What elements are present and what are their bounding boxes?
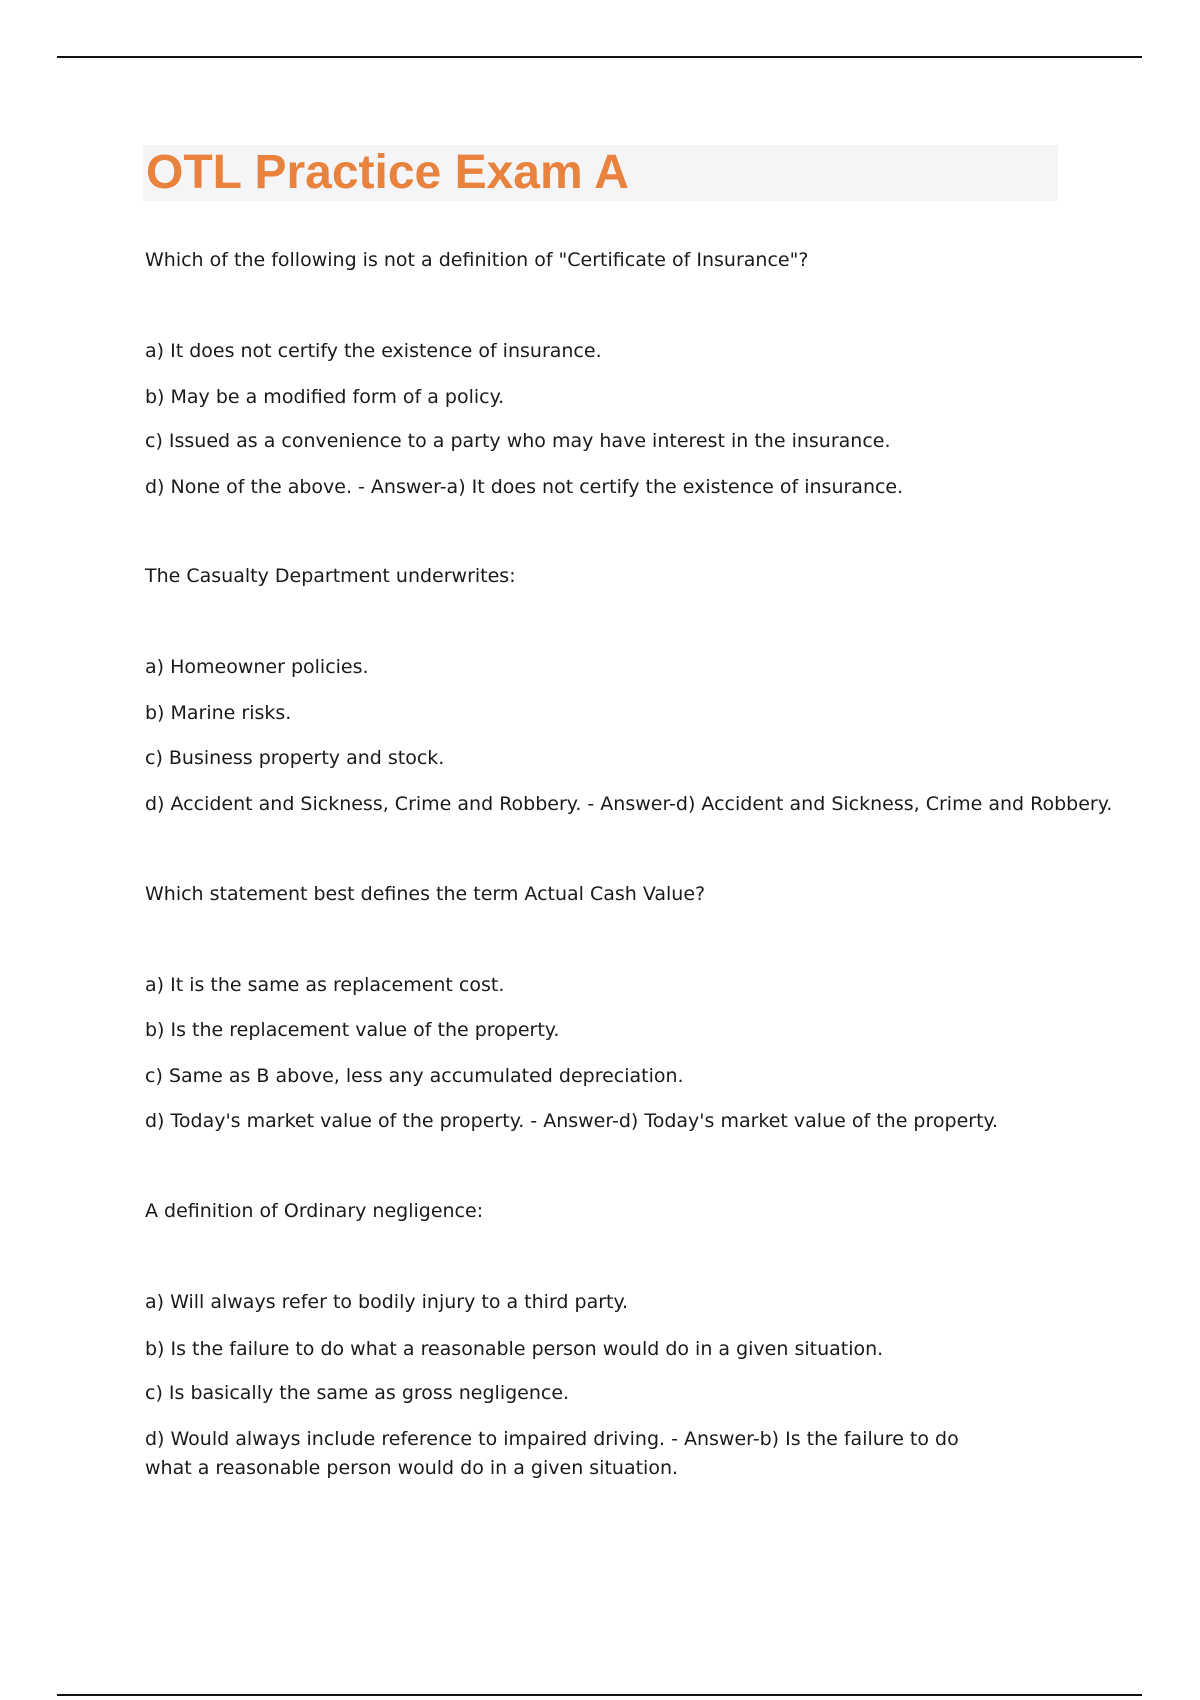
question-4-option-c: c) Is basically the same as gross negligence. [145, 1382, 570, 1404]
question-1-text: Which of the following is not a definition of "Certificate of Insurance"? [145, 249, 809, 271]
question-3-option-b: b) Is the replacement value of the property. [145, 1019, 560, 1041]
bottom-rule [57, 1694, 1142, 1696]
question-4-text: A definition of Ordinary negligence: [145, 1200, 484, 1222]
top-rule [57, 56, 1142, 58]
question-4-option-d: d) Would always include reference to impaired driving. - Answer-b) Is the failure to do what a reasonable person would do in a given situation. [145, 1428, 959, 1479]
question-1-option-a: a) It does not certify the existence of insurance. [145, 340, 602, 362]
page-title: OTL Practice Exam A [146, 146, 629, 199]
question-2-option-c: c) Business property and stock. [145, 747, 445, 769]
question-1-option-b: b) May be a modified form of a policy. [145, 386, 505, 408]
question-1-option-c: c) Issued as a convenience to a party who may have interest in the insurance. [145, 430, 891, 452]
question-3-option-a: a) It is the same as replacement cost. [145, 974, 505, 996]
question-3-option-c: c) Same as B above, less any accumulated depreciation. [145, 1065, 684, 1087]
question-3-text: Which statement best defines the term Actual Cash Value? [145, 883, 706, 905]
question-2-text: The Casualty Department underwrites: [145, 565, 516, 587]
question-2-option-a: a) Homeowner policies. [145, 656, 369, 678]
question-3-option-d: d) Today's market value of the property. - Answer-d) Today's market value of the property. [145, 1110, 999, 1132]
question-1-option-d: d) None of the above. - Answer-a) It does not certify the existence of insurance. [145, 476, 904, 498]
question-4-option-b: b) Is the failure to do what a reasonable person would do in a given situation. [145, 1338, 884, 1360]
question-2-option-d: d) Accident and Sickness, Crime and Robbery. - Answer-d) Accident and Sickness, Crime and Robbery. [145, 793, 1113, 815]
question-2-option-b: b) Marine risks. [145, 702, 292, 724]
question-4-option-a: a) Will always refer to bodily injury to a third party. [145, 1291, 629, 1313]
